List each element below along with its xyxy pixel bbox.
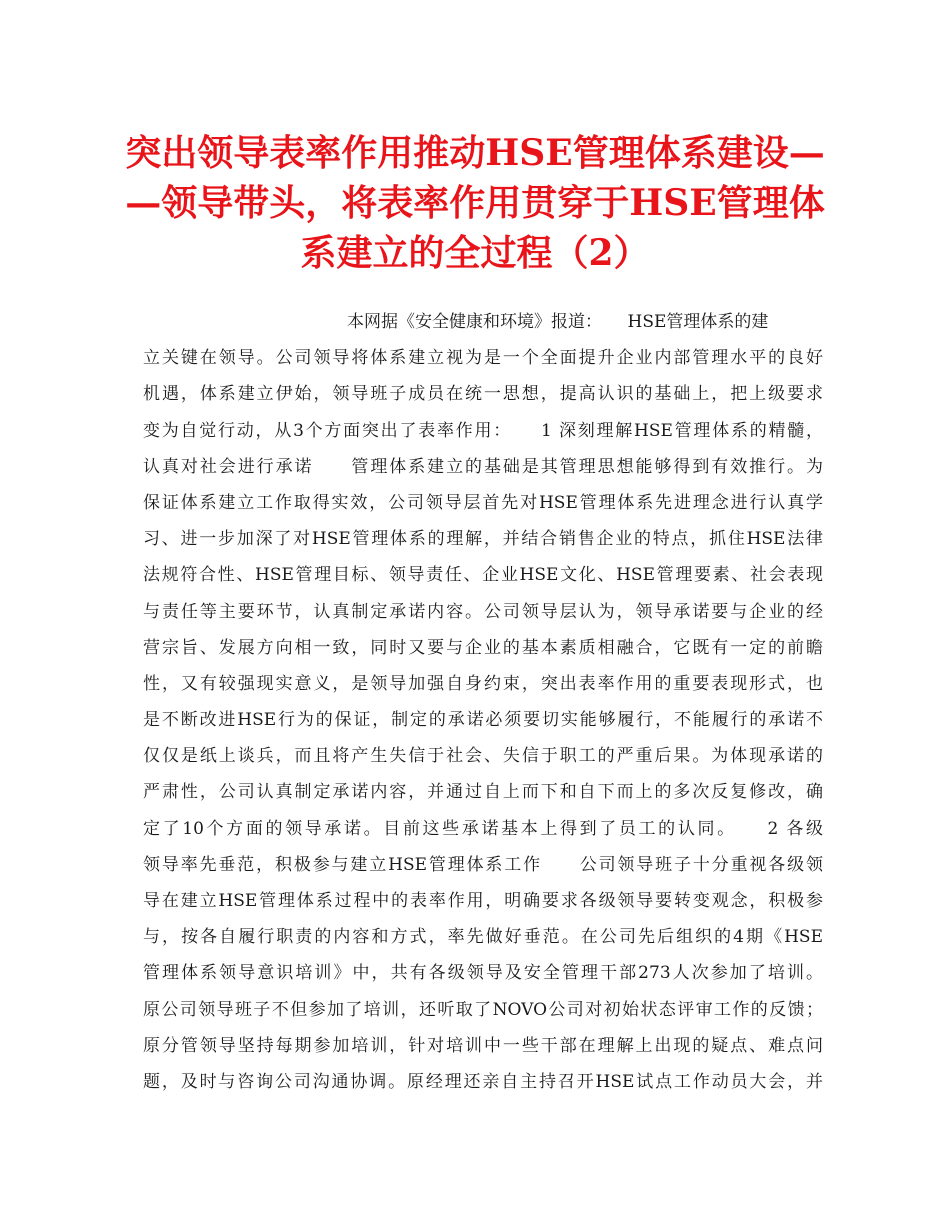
- body-line-3: 机遇，体系建立伊始，领导班子成员在统一思想，提高认识的基础上，把上级要求: [143, 384, 823, 405]
- body-line-2: 立关键在领导。公司领导将体系建立视为是一个全面提升企业内部管理水平的良好: [143, 348, 823, 369]
- body-line-15: 定了10个方面的领导承诺。目前这些承诺基本上得到了员工的认同。 2 各级: [143, 818, 823, 839]
- body-line-22: 题，及时与咨询公司沟通协调。原经理还亲自主持召开HSE试点工作动员大会，并: [143, 1071, 823, 1092]
- body-line-8: 法规符合性、HSE管理目标、领导责任、企业HSE文化、HSE管理要素、社会表现: [143, 565, 823, 586]
- body-line-17: 导在建立HSE管理体系过程中的表率作用，明确要求各级领导要转变观念，积极参: [143, 891, 823, 911]
- body-line-6: 保证体系建立工作取得实效，公司领导层首先对HSE管理体系先进理念进行认真学: [143, 492, 823, 513]
- body-line-5: 认真对社会进行承诺 管理体系建立的基础是其管理思想能够得到有效推行。为: [143, 456, 823, 477]
- body-line-12: 是不断改进HSE行为的保证，制定的承诺必须要切实能够履行，不能履行的承诺不: [143, 710, 823, 731]
- body-line-10: 营宗旨、发展方向相一致，同时又要与企业的基本素质相融合，它既有一定的前瞻: [143, 637, 823, 658]
- body-line-13: 仅仅是纸上谈兵，而且将产生失信于社会、失信于职工的严重后果。为体现承诺的: [143, 746, 823, 767]
- body-line-19: 管理体系领导意识培训》中，共有各级领导及安全管理干部273人次参加了培训。: [143, 963, 823, 984]
- body-line-11: 性，又有较强现实意义，是领导加强自身约束，突出表率作用的重要表现形式，也: [143, 673, 823, 694]
- body-line-1: 本网据《安全健康和环境》报道： HSE管理体系的建: [347, 312, 769, 332]
- body-line-16: 领导率先垂范，积极参与建立HSE管理体系工作 公司领导班子十分重视各级领: [143, 854, 823, 875]
- body-line-9: 与责任等主要环节，认真制定承诺内容。公司领导层认为，领导承诺要与企业的经: [143, 601, 823, 622]
- title-line-3: 系建立的全过程（2）: [300, 232, 650, 274]
- title-line-1: 突出领导表率作用推动HSE管理体系建设—: [125, 132, 825, 174]
- body-line-21: 原分管领导坚持每期参加培训，针对培训中一些干部在理解上出现的疑点、难点问: [143, 1035, 823, 1056]
- document-title: [120, 128, 830, 278]
- body-line-4: 变为自觉行动，从3个方面突出了表率作用： 1 深刻理解HSE管理体系的精髓，: [143, 420, 823, 441]
- body-line-20: 原公司领导班子不但参加了培训，还听取了NOVO公司对初始状态评审工作的反馈；: [143, 999, 823, 1020]
- article-body: [143, 304, 823, 1100]
- title-line-2: —领导带头，将表率作用贯穿于HSE管理体: [125, 182, 825, 224]
- body-line-14: 严肃性，公司认真制定承诺内容，并通过自上而下和自下而上的多次反复修改，确: [143, 782, 823, 803]
- body-line-18: 与，按各自履行职责的内容和方式，率先做好垂范。在公司先后组织的4期《HSE: [143, 927, 823, 948]
- body-line-7: 习、进一步加深了对HSE管理体系的理解，并结合销售企业的特点，抓住HSE法律: [143, 529, 823, 550]
